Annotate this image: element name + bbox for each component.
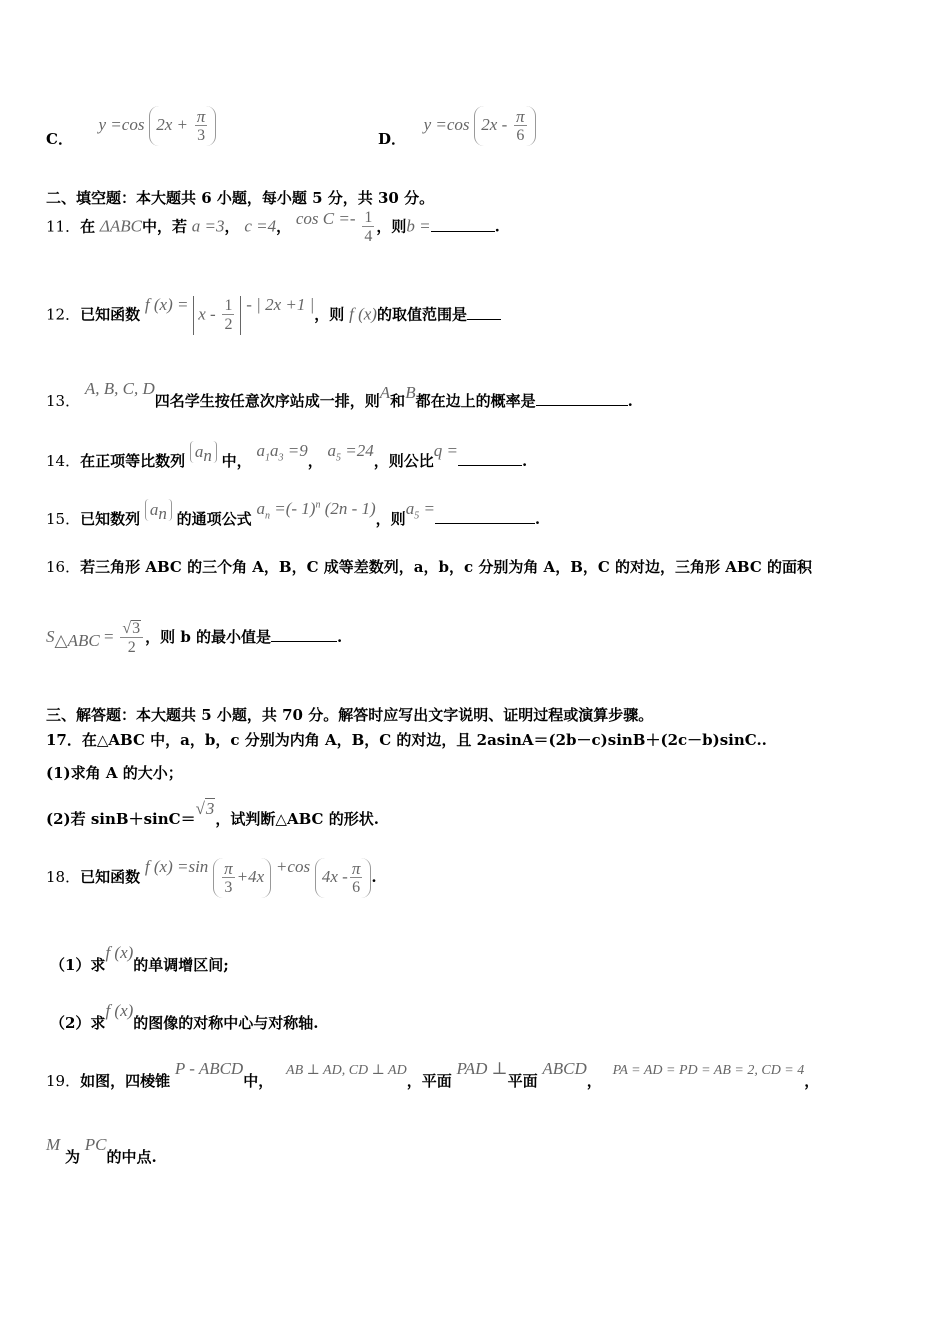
option-d-den: 6 [514, 125, 527, 144]
q12-text-3: 的取值范围是 [376, 305, 467, 324]
q12-function-2: f (x) [349, 304, 377, 324]
q16-eq: = [99, 627, 114, 646]
q15-text-1: 已知数列 [80, 510, 141, 528]
q11-text-4: ，则 [376, 217, 407, 236]
q11-number: 11． [46, 217, 81, 236]
section-2-title: 二、填空题：本大题共 6 小题，每小题 5 分，共 30 分。 [46, 189, 435, 207]
q19-plane-abcd: ABCD [542, 1059, 587, 1078]
q14-eq-1: $a_1a_3 =9$ [256, 441, 308, 464]
option-d [378, 106, 536, 146]
question-17-part-1: (1)求角 A 的大小； [46, 764, 183, 782]
q11-frac [362, 210, 374, 245]
option-c-num: π [196, 107, 206, 126]
option-c [46, 106, 216, 146]
q18-cos: +cos [275, 857, 311, 876]
q11-frac-den: 4 [364, 228, 373, 245]
q11-answer-blank[interactable] [431, 217, 495, 232]
q15-power: n [315, 499, 321, 511]
question-13 [46, 378, 633, 410]
q18-paren-2 [315, 858, 372, 898]
q13-text-2: 和 [390, 392, 406, 410]
q18-part-1-text-b: 的单调增区间; [133, 956, 229, 974]
q11-a: a =3 [191, 216, 225, 236]
q18-frac-1 [222, 860, 235, 896]
q15-formula-base: =(- 1) [269, 499, 316, 518]
q12-frac-den: 2 [224, 316, 233, 333]
option-c-inner: 2x + [156, 115, 189, 134]
q17-sqrt: √3 [195, 799, 215, 818]
q12-function: f (x) = [144, 294, 189, 314]
q18-part-1-f: f (x) [105, 943, 134, 962]
q16-text: 若三角形 ABC 的三个角 A，B，C 成等差数列，a，b，c 分别为角 A，B，C 的对边，三角形 ABC 的面积 [80, 558, 813, 576]
q16-frac-den: 2 [120, 637, 143, 656]
option-c-paren [149, 106, 216, 146]
q19-text-8: 的中点. [106, 1148, 157, 1166]
q18-part-1-text-a: （1）求 [50, 956, 106, 974]
q19-number: 19． [46, 1072, 81, 1090]
question-19-line-2 [46, 1134, 157, 1166]
q14-eq-2: $a_5 =24$ [327, 441, 374, 464]
q18-number: 18． [46, 868, 81, 886]
q18-end: . [371, 868, 377, 886]
option-c-den: 3 [195, 125, 208, 144]
q11-c: c =4 [244, 216, 277, 236]
q12-frac-num: 1 [224, 297, 233, 314]
q13-text-3: 都在边上的概率是 [415, 392, 536, 410]
q17-sqrt-value: 3 [205, 799, 215, 818]
q14-eq-2-val: =24 [341, 441, 374, 460]
q18-frac-2-den: 6 [350, 877, 363, 896]
q15-a5: $a_5$ = [405, 499, 435, 522]
option-d-lhs: y =cos [423, 115, 470, 134]
q11-triangle: ΔABC [99, 216, 142, 236]
section-3-title: 三、解答题：本大题共 5 小题，共 70 分。解答时应写出文字说明、证明过程或演算步骤。 [46, 706, 654, 724]
q13-B: B [405, 383, 416, 402]
q18-part-2-f: f (x) [105, 1001, 134, 1020]
q15-number: 15． [46, 510, 81, 528]
q16-answer-blank[interactable] [271, 627, 337, 642]
q14-a1: a [256, 441, 265, 460]
q16-frac: $\frac{√3}{2}$ [120, 620, 143, 656]
q16-text-2: ，则 b 的最小值是 [145, 628, 272, 646]
q12-x: x - [198, 304, 216, 324]
q19-text-1: 如图，四棱锥 [80, 1072, 171, 1090]
q16-S-sub: △ABC [54, 631, 100, 650]
question-18 [46, 858, 377, 898]
q14-sep: ， [307, 452, 323, 470]
q17-part-2-text-b: ，试判断△ABC 的形状. [215, 810, 379, 828]
q15-formula-tail: (2n - 1) [320, 499, 376, 518]
q14-text-1: 在正项等比数列 [80, 452, 186, 470]
q18-function: f (x) =sin [144, 857, 209, 876]
q18-frac-1-num: π [224, 859, 233, 878]
q14-end: . [521, 452, 528, 470]
q12-answer-blank[interactable] [467, 305, 501, 320]
question-17: 17．在△ABC 中，a，b，c 分别为内角 A，B，C 的对边，且 2asinA＝(2b－c)sinB＋(2c－b)sinC.. [46, 731, 767, 749]
q14-number: 14． [46, 452, 81, 470]
q13-text-1: 四名学生按任意次序站成一排，则 [154, 392, 380, 410]
option-d-inner: 2x - [481, 115, 508, 134]
q15-a5-eq: = [419, 499, 435, 518]
question-18-part-1 [50, 942, 229, 974]
question-11 [46, 210, 500, 245]
q15-text-3: ，则 [375, 510, 406, 528]
question-17-part-2 [46, 798, 379, 828]
q15-end: . [534, 510, 541, 528]
q12-text-2: ，则 [314, 305, 345, 324]
q15-text-2: 的通项公式 [176, 510, 252, 528]
q15-formula: $a_n$ =(- 1)$^n$ (2n - 1) [256, 499, 376, 522]
q15-an: a [149, 500, 159, 519]
question-15 [46, 498, 541, 528]
q12-frac [222, 298, 234, 333]
q11-cos: cos C =- [295, 208, 356, 228]
question-16 [46, 556, 812, 577]
q11-frac-num: 1 [364, 209, 373, 226]
q19-condition-1: AB ⊥ AD, CD ⊥ AD [286, 1063, 407, 1078]
q19-condition-2: PA = AD = PD = AB = 2, CD = 4 [612, 1063, 805, 1078]
q14-an: a [194, 442, 204, 461]
q18-frac-2-num: π [351, 859, 361, 878]
q12-rest: - | 2x +1 | [246, 294, 315, 314]
q13-number: 13． [46, 392, 81, 410]
q14-eq-1-val: =9 [283, 441, 308, 460]
q12-number: 12． [46, 305, 81, 324]
q19-text-4: 平面 [507, 1072, 538, 1090]
q19-text-3: ，平面 [406, 1072, 452, 1090]
q14-a5: a [327, 441, 336, 460]
q19-text-7: 为 [64, 1148, 80, 1166]
q11-b: b = [406, 216, 431, 236]
q19-PC: PC [84, 1135, 107, 1154]
question-19 [46, 1058, 820, 1090]
question-12 [46, 296, 501, 335]
question-14 [46, 440, 528, 470]
q19-text-6: ， [804, 1072, 820, 1090]
q16-S: S [46, 627, 55, 646]
q18-text-1: 已知函数 [80, 868, 141, 886]
q18-paren-1 [213, 858, 271, 898]
q19-M: M [46, 1135, 61, 1154]
q19-text-5: ， [586, 1072, 602, 1090]
q11-text-3: ， [276, 217, 292, 236]
q14-q: q = [433, 441, 458, 460]
q14-text-2: 中， [221, 452, 252, 470]
q18-frac-2 [350, 860, 363, 896]
question-16-line-2 [46, 620, 342, 656]
option-c-frac [195, 108, 208, 144]
option-c-lhs: y =cos [98, 115, 145, 134]
option-c-label: C． [46, 130, 73, 148]
q11-end: . [494, 217, 500, 236]
q11-text-1: 在 [80, 217, 96, 236]
q16-end: . [337, 628, 343, 646]
q18-part-2-text-a: （2）求 [50, 1014, 106, 1032]
q18-part-2-text-b: 的图像的对称中心与对称轴. [133, 1014, 319, 1032]
q19-pyramid: P - ABCD [174, 1059, 244, 1078]
q18-mid: +4x [236, 867, 265, 886]
q15-sequence: $a_n$ [145, 499, 172, 521]
q12-abs [193, 296, 241, 335]
q16-sqrt: 3 [132, 620, 141, 637]
q13-answer-blank[interactable] [536, 391, 628, 406]
option-d-label: D． [378, 130, 407, 148]
q13-abcd: A, B, C, D [84, 379, 155, 398]
option-d-num: π [516, 107, 525, 126]
option-d-frac [514, 108, 527, 144]
q12-text-1: 已知函数 [80, 305, 141, 324]
q11-text-2: 中，若 [141, 217, 187, 236]
q13-end: . [627, 392, 633, 410]
q15-answer-blank[interactable] [435, 509, 535, 524]
q14-text-3: ，则公比 [373, 452, 434, 470]
q18-x4: 4x - [321, 867, 348, 886]
question-18-part-2 [50, 1000, 319, 1032]
q13-A: A [379, 383, 391, 402]
q19-text-2: 中， [243, 1072, 274, 1090]
q18-frac-1-den: 3 [222, 877, 235, 896]
q14-a3: a [269, 441, 279, 460]
q11-sep: ， [224, 217, 240, 236]
q14-sequence: $a_n$ [190, 441, 217, 463]
q14-answer-blank[interactable] [458, 451, 522, 466]
q19-plane-pad: PAD ⊥ [456, 1059, 508, 1078]
q16-number: 16． [46, 558, 81, 576]
option-d-paren [474, 106, 535, 146]
q17-part-2-text-a: (2)若 sinB＋sinC＝ [46, 810, 196, 828]
